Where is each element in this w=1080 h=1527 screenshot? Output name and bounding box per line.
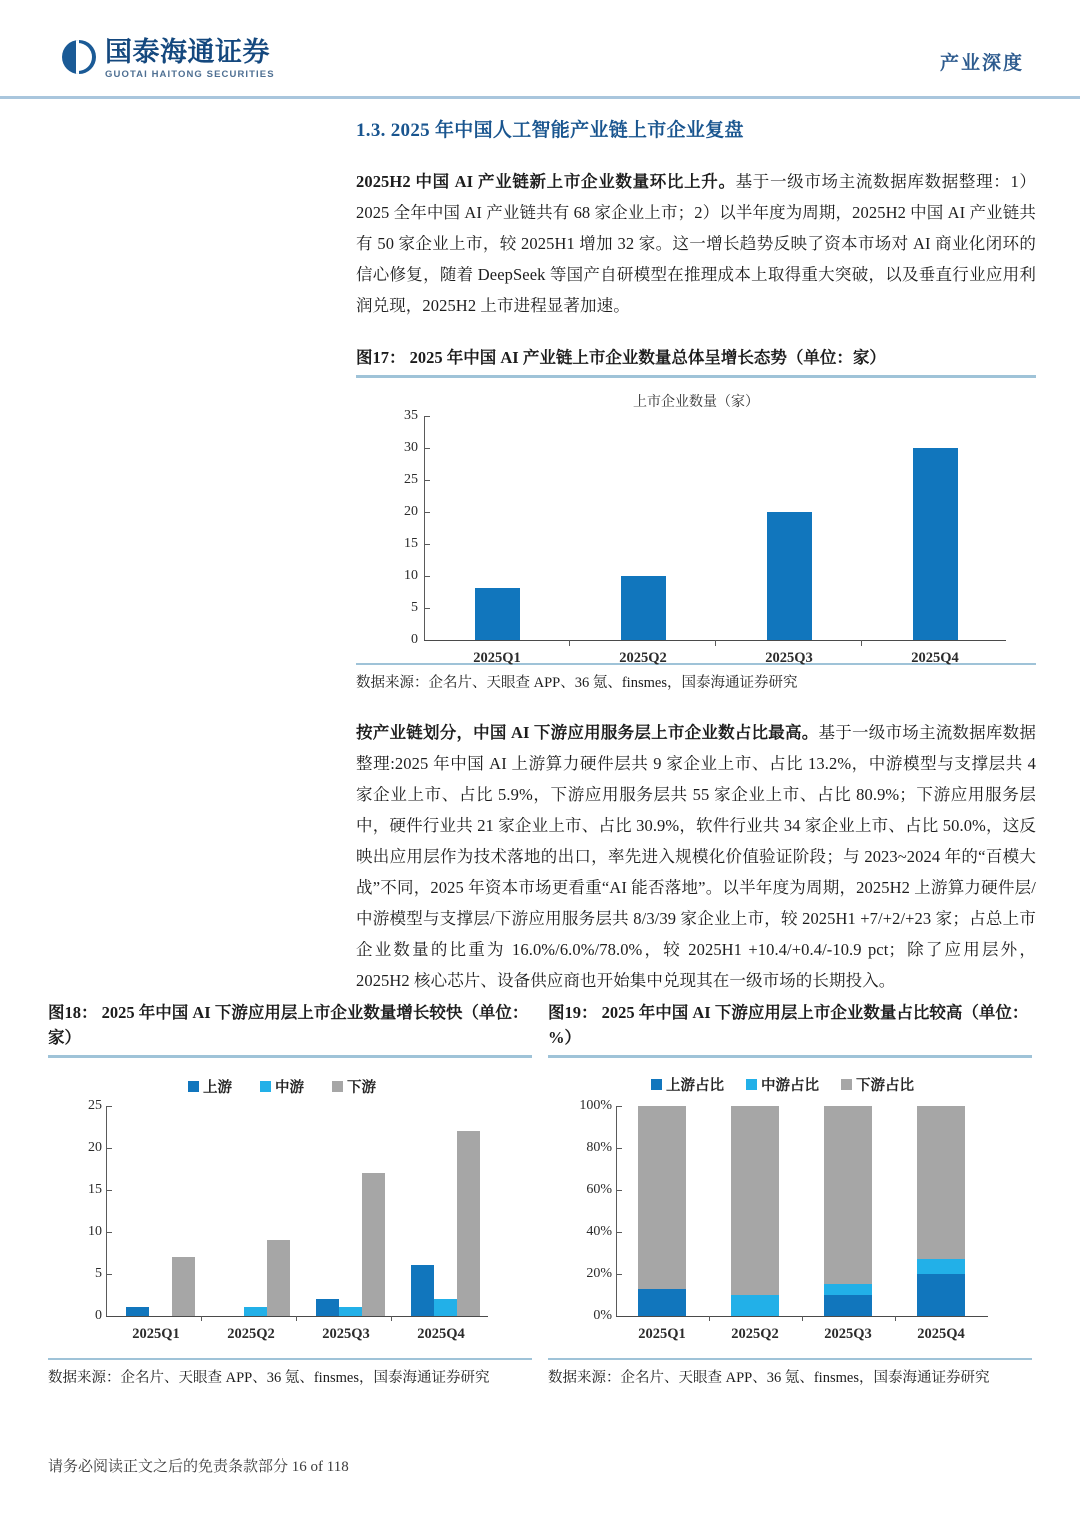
legend-item-downstream (332, 1076, 376, 1097)
y-tick-label: 10 (404, 567, 418, 583)
x-axis-label: 2025Q4 (917, 1325, 965, 1342)
figure-17-plot (356, 378, 1036, 666)
legend-swatch-icon (188, 1081, 199, 1092)
brand-logo (62, 38, 275, 80)
x-axis-label: 2025Q3 (824, 1325, 872, 1342)
x-tick-mark (715, 640, 716, 646)
figure-18-title: 图18： 2025 年中国 AI 下游应用层上市企业数量增长较快（单位：家） (48, 1003, 529, 1047)
figure-19-chart (548, 1058, 1032, 1358)
y-tick-label: 20 (88, 1139, 102, 1155)
section-heading: 1.3. 2025 年中国人工智能产业链上市企业复盘 (356, 120, 744, 141)
y-tick-mark (106, 1190, 112, 1191)
y-tick-label: 25 (404, 471, 418, 487)
y-tick-label: 40% (586, 1223, 612, 1239)
y-tick-label: 30 (404, 439, 418, 455)
page-header (0, 0, 1080, 96)
stack-q2-downstream (731, 1106, 779, 1295)
bar-2025q2 (621, 576, 666, 640)
y-tick-mark (424, 576, 430, 577)
y-tick-label: 60% (586, 1181, 612, 1197)
y-tick-mark (424, 480, 430, 481)
y-tick-mark (616, 1106, 622, 1107)
y-axis-line (424, 416, 425, 640)
y-tick-mark (106, 1148, 112, 1149)
y-tick-label: 0 (411, 631, 418, 647)
legend-label: 下游占比 (856, 1077, 914, 1094)
y-axis-line (106, 1106, 107, 1316)
main-content-column (356, 115, 1036, 996)
y-tick-mark (424, 448, 430, 449)
x-axis-label: 2025Q2 (227, 1325, 275, 1342)
y-tick-mark (106, 1232, 112, 1233)
x-axis-label: 2025Q3 (765, 649, 813, 666)
paragraph-2-lead: 按产业链划分，中国 AI 下游应用服务层上市企业数占比最高。 (356, 723, 819, 742)
y-tick-label: 5 (411, 599, 418, 615)
y-tick-label: 25 (88, 1097, 102, 1113)
bar-q2-midstream (244, 1307, 267, 1315)
figure-19-legend (651, 1074, 914, 1095)
y-tick-label: 35 (404, 407, 418, 423)
stack-q3-downstream (824, 1106, 872, 1285)
x-axis-label: 2025Q1 (132, 1325, 180, 1342)
figure-18 (48, 1000, 532, 1390)
legend-label: 下游 (347, 1079, 376, 1096)
y-tick-mark (616, 1232, 622, 1233)
x-tick-mark (569, 640, 570, 646)
figure-19 (548, 1000, 1032, 1390)
stack-q3-midstream (824, 1284, 872, 1295)
y-tick-label: 20 (404, 503, 418, 519)
bar-2025q3 (767, 512, 812, 640)
legend-item-midstream-share (746, 1074, 819, 1095)
bar-q4-midstream (434, 1299, 457, 1316)
legend-swatch-icon (651, 1079, 662, 1090)
figure-18-legend (188, 1076, 376, 1097)
y-tick-label: 80% (586, 1139, 612, 1155)
legend-item-midstream (260, 1076, 304, 1097)
logo-company-name-cn: 国泰海通证券 (105, 37, 270, 67)
bar-q4-upstream (411, 1265, 434, 1315)
legend-label: 中游 (275, 1079, 304, 1096)
bar-q1-upstream (126, 1307, 149, 1315)
figure-17-chart (356, 378, 1036, 666)
bar-q3-midstream (339, 1307, 362, 1315)
x-axis-label: 2025Q4 (417, 1325, 465, 1342)
legend-label: 上游占比 (666, 1077, 724, 1094)
y-tick-label: 15 (404, 535, 418, 551)
figure-18-source: 数据来源：企名片、天眼查 APP、36 氪、finsmes，国泰海通证券研究 (48, 1370, 490, 1386)
y-tick-label: 5 (95, 1265, 102, 1281)
x-tick-mark (391, 1316, 392, 1321)
stack-q2-midstream (731, 1295, 779, 1316)
legend-item-upstream (188, 1076, 232, 1097)
legend-label: 中游占比 (761, 1077, 819, 1094)
logo-mark-icon (62, 40, 96, 74)
y-tick-mark (106, 1274, 112, 1275)
figure-17-source: 数据来源：企名片、天眼查 APP、36 氪、finsmes，国泰海通证券研究 (356, 675, 798, 691)
y-tick-mark (106, 1106, 112, 1107)
y-tick-mark (616, 1148, 622, 1149)
figure-18-chart (48, 1058, 532, 1358)
header-divider (0, 96, 1080, 99)
bar-2025q1 (475, 588, 520, 639)
y-tick-label: 20% (586, 1265, 612, 1281)
legend-item-upstream-share (651, 1074, 724, 1095)
y-tick-label: 100% (579, 1097, 612, 1113)
y-tick-label: 10 (88, 1223, 102, 1239)
bar-q4-downstream (457, 1131, 480, 1316)
paragraph-2-body: 基于一级市场主流数据库数据整理:2025 年中国 AI 上游算力硬件层共 9 家企业上市、占比 13.2%，中游模型与支撑层共 4 家企业上市、占比 5.9%，下游应用服务层共 55 家企业上市、占比 80.9%；下游应用服务层中，硬件行业共 21 家企业上市、占比 30.9%，软件行业共 34 家企业上市、占比 50.0%，这反映出应用层作为技术落地的出口，率先进入规模化价值验证阶段；与 2023~2024 年的“百模大战”不同，2025 年资本市场更看重“AI 能否落地”。以半年度为周期，2025H2 上游算力硬件层/中游模型与支撑层/下游应用服务层共 8/3/39 家企业上市，较 2025H1 +7/+2/+23 家；占总上市企业数量的比重为 16.0%/6.0%/78.0%，较 2025H1 +10.4/+0.4/-10.9 pct；除了应用层外，2025H2 核心芯片、设备供应商也开始集中兑现其在一级市场的长期投入。 (356, 723, 1036, 990)
paragraph-1 (356, 166, 1036, 321)
x-tick-mark (895, 1316, 896, 1321)
stack-q1-downstream (638, 1106, 686, 1290)
y-tick-mark (424, 512, 430, 513)
y-tick-mark (424, 544, 430, 545)
stack-q4-upstream (917, 1274, 965, 1316)
y-tick-label: 15 (88, 1181, 102, 1197)
y-tick-mark (616, 1274, 622, 1275)
legend-swatch-icon (260, 1081, 271, 1092)
stack-q1-upstream (638, 1289, 686, 1315)
bar-q3-downstream (362, 1173, 385, 1316)
figure-19-source: 数据来源：企名片、天眼查 APP、36 氪、finsmes，国泰海通证券研究 (548, 1370, 990, 1386)
y-tick-mark (616, 1190, 622, 1191)
figure-17 (356, 345, 1036, 695)
y-tick-mark (424, 416, 430, 417)
bar-q3-upstream (316, 1299, 339, 1316)
y-tick-label: 0 (95, 1307, 102, 1323)
x-tick-mark (296, 1316, 297, 1321)
x-tick-mark (802, 1316, 803, 1321)
figure-17-title: 图17： 2025 年中国 AI 产业链上市企业数量总体呈增长态势（单位：家） (356, 348, 886, 367)
x-tick-mark (861, 640, 862, 646)
y-tick-mark (424, 608, 430, 609)
figure-19-title: 图19： 2025 年中国 AI 下游应用层上市企业数量占比较高（单位：%） (548, 1003, 1029, 1047)
page-footer-disclaimer: 请务必阅读正文之后的免责条款部分 16 of 118 (48, 1459, 349, 1475)
x-axis-label: 2025Q4 (911, 649, 959, 666)
y-axis-line (616, 1106, 617, 1316)
bar-2025q4 (913, 448, 958, 640)
paragraph-1-lead: 2025H2 中国 AI 产业链新上市企业数量环比上升。 (356, 172, 736, 191)
y-tick-label: 0% (593, 1307, 612, 1323)
stack-q4-midstream (917, 1259, 965, 1273)
legend-swatch-icon (332, 1081, 343, 1092)
figure-17-chart-title: 上市企业数量（家） (633, 394, 759, 410)
x-axis-label: 2025Q3 (322, 1325, 370, 1342)
x-axis-label: 2025Q1 (473, 649, 521, 666)
stack-q4-downstream (917, 1106, 965, 1260)
bar-q2-downstream (267, 1240, 290, 1316)
header-category-label: 产业深度 (939, 53, 1024, 74)
figure-18-plot (48, 1058, 532, 1358)
x-axis-label: 2025Q2 (619, 649, 667, 666)
legend-swatch-icon (841, 1079, 852, 1090)
x-tick-mark (709, 1316, 710, 1321)
legend-label: 上游 (203, 1079, 232, 1096)
paragraph-1-body: 基于一级市场主流数据库数据整理：1）2025 全年中国 AI 产业链共有 68 家企业上市；2）以半年度为周期，2025H2 中国 AI 产业链共有 50 家企业上市，较 2025H1 增加 32 家。这一增长趋势反映了资本市场对 AI 商业化闭环的信心修复，随着 DeepSeek 等国产自研模型在推理成本上取得重大突破，以及垂直行业应用利润兑现，2025H2 上市进程显著加速。 (356, 172, 1036, 315)
x-axis-label: 2025Q1 (638, 1325, 686, 1342)
x-tick-mark (201, 1316, 202, 1321)
legend-swatch-icon (746, 1079, 757, 1090)
paragraph-2 (356, 717, 1036, 996)
legend-item-downstream-share (841, 1074, 914, 1095)
figure-19-plot (548, 1058, 1032, 1358)
bar-q1-downstream (172, 1257, 195, 1316)
x-axis-label: 2025Q2 (731, 1325, 779, 1342)
logo-company-name-en: GUOTAI HAITONG SECURITIES (105, 69, 275, 81)
stack-q3-upstream (824, 1295, 872, 1316)
